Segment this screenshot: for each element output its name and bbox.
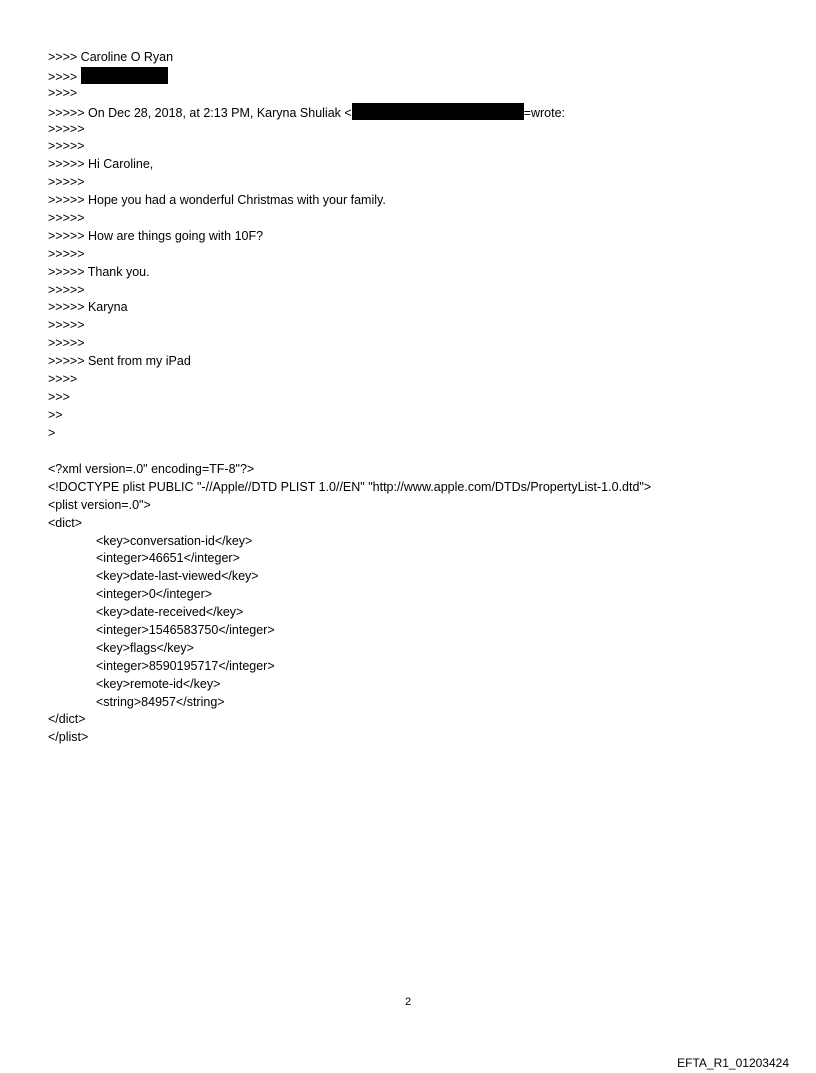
- email-line: >>>>>: [48, 175, 85, 190]
- email-line: >>>>> Hope you had a wonderful Christmas with your family.: [48, 193, 386, 208]
- email-line: >>>>: [48, 372, 78, 387]
- xml-line: <key>flags</key>: [96, 640, 194, 655]
- xml-line: <integer>8590195717</integer>: [96, 658, 275, 673]
- email-line: >>>>> How are things going with 10F?: [48, 228, 264, 243]
- email-line: >>>>: [48, 85, 78, 100]
- xml-line: <integer>46651</integer>: [96, 551, 240, 566]
- email-line: >>>>>: [48, 121, 85, 136]
- email-line: >>>>>: [48, 318, 85, 333]
- xml-line: <plist version=.0">: [48, 497, 151, 512]
- email-quoted-text: [48, 49, 565, 443]
- email-line: >>>>> Hi Caroline,: [48, 157, 154, 172]
- plist-xml-text: [48, 461, 651, 747]
- bates-number: EFTA_R1_01203424: [677, 1056, 789, 1070]
- email-line: >>: [48, 407, 63, 422]
- email-line: >>>>> Sent from my iPad: [48, 354, 191, 369]
- email-line: >>>>>: [48, 282, 85, 297]
- email-line: >>>>>: [48, 139, 85, 154]
- redaction-box: [352, 103, 524, 120]
- xml-line: <!DOCTYPE plist PUBLIC "-//Apple//DTD PLIST 1.0//EN" "http://www.apple.com/DTDs/PropertyList-1.0.dtd">: [48, 479, 652, 494]
- email-line: >: [48, 425, 56, 440]
- xml-line: <?xml version=.0" encoding=TF-8"?>: [48, 462, 255, 476]
- xml-line: <key>conversation-id</key>: [96, 533, 253, 548]
- page-number: 2: [404, 996, 412, 1008]
- email-line: >>>>> Karyna: [48, 300, 128, 315]
- email-line: >>>>> On Dec 28, 2018, at 2:13 PM, Karyna Shuliak < =wrote:: [48, 103, 565, 121]
- xml-line: <key>date-last-viewed</key>: [96, 569, 259, 584]
- xml-line: <string>84957</string>: [96, 694, 225, 709]
- email-line: >>>>: [48, 67, 565, 85]
- xml-line: <dict>: [48, 515, 83, 530]
- xml-line: </plist>: [48, 730, 89, 745]
- email-line: >>>>>: [48, 211, 85, 226]
- xml-line: <integer>1546583750</integer>: [96, 623, 275, 638]
- email-line: >>>: [48, 389, 70, 404]
- xml-line: <integer>0</integer>: [96, 587, 213, 602]
- xml-line: <key>date-received</key>: [96, 605, 244, 620]
- xml-line: </dict>: [48, 712, 86, 727]
- email-line: >>>>>: [48, 336, 85, 351]
- email-line: >>>>>: [48, 246, 85, 261]
- xml-line: <key>remote-id</key>: [96, 676, 221, 691]
- redaction-box: [81, 67, 168, 84]
- email-line: >>>> Caroline O Ryan: [48, 50, 174, 64]
- email-line: >>>>> Thank you.: [48, 264, 150, 279]
